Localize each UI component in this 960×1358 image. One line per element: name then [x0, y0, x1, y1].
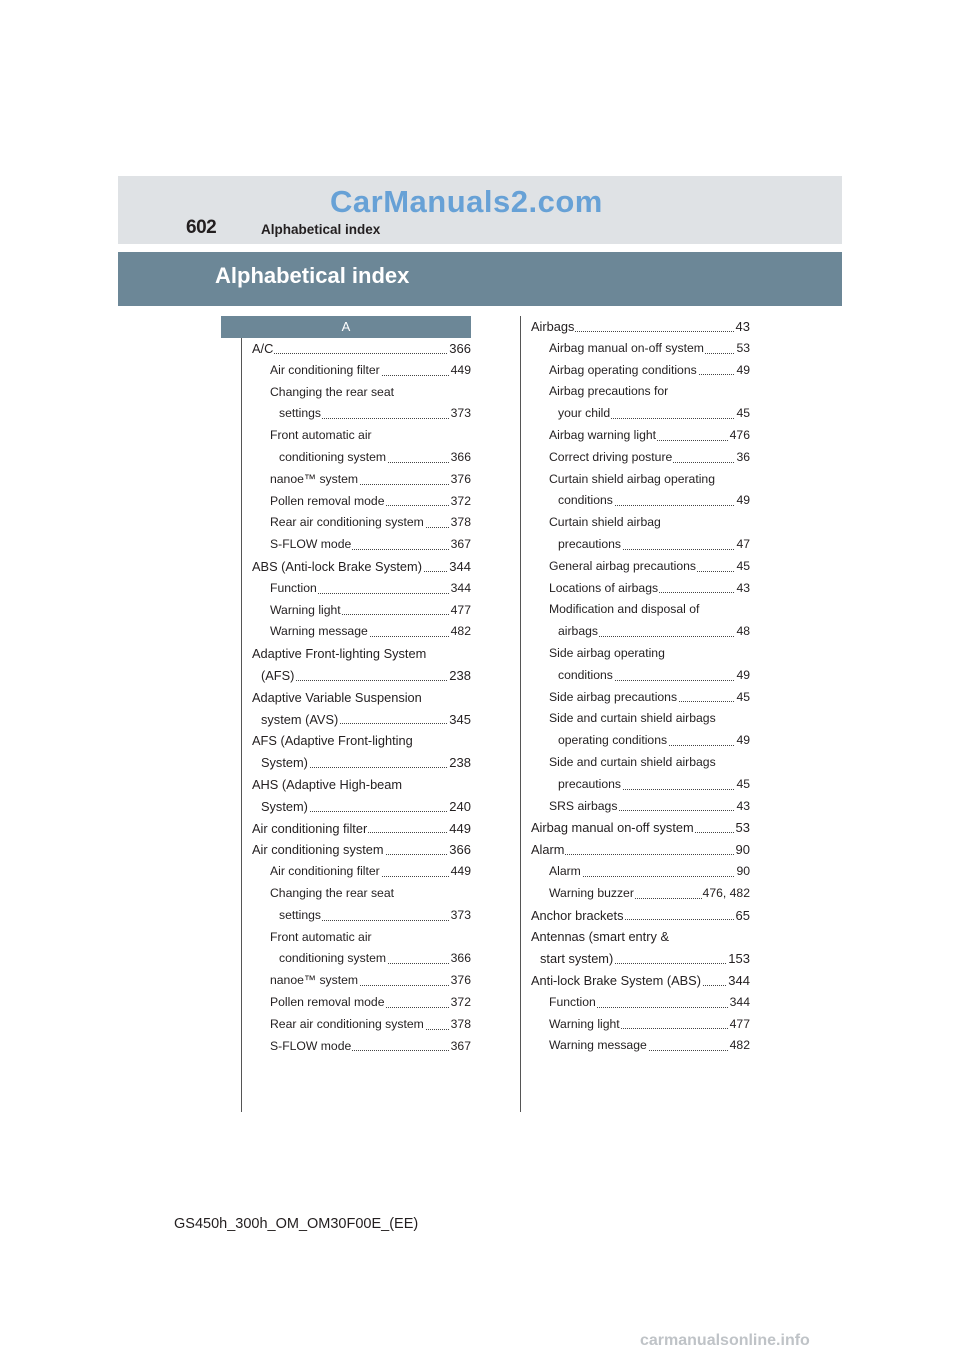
index-entry: [252, 730, 471, 752]
index-entry-text: Pollen removal mode: [270, 491, 385, 513]
index-entry-text: Side and curtain shield airbags: [549, 708, 717, 730]
index-entry: [531, 381, 750, 403]
index-entry-page: 367: [450, 1036, 471, 1058]
index-entry: [252, 425, 471, 447]
index-entry-text: airbags: [558, 621, 599, 643]
index-entry-page: 344: [729, 992, 750, 1014]
index-entry: [252, 338, 471, 360]
footer-watermark: carmanualsonline.info: [640, 1332, 810, 1349]
index-entry: [531, 708, 750, 730]
footer-code: GS450h_300h_OM_OM30F00E_(EE): [174, 1216, 419, 1232]
index-entry: [531, 512, 750, 534]
index-entry-text: conditions: [558, 665, 614, 687]
index-entry: [531, 730, 750, 752]
index-entry: [252, 905, 471, 927]
index-entry-page: 43: [735, 578, 750, 600]
index-entry: [531, 883, 750, 905]
index-entry-text: system (AVS): [261, 709, 339, 731]
index-entry: [531, 643, 750, 665]
index-column-left: [252, 338, 471, 1057]
index-entry: [252, 360, 471, 382]
index-entry: [531, 796, 750, 818]
index-entry-page: 43: [735, 316, 750, 338]
index-entry-page: 90: [735, 861, 750, 883]
index-entry-page: 45: [735, 687, 750, 709]
index-entry-text: Front automatic air: [270, 425, 373, 447]
index-entry-page: 367: [450, 534, 471, 556]
index-entry: [531, 316, 750, 338]
index-entry-text: Curtain shield airbag operating: [549, 469, 716, 491]
index-entry-text: conditioning system: [279, 948, 387, 970]
index-entry-text: Function: [549, 992, 597, 1014]
index-entry-text: Antennas (smart entry &: [531, 926, 670, 948]
index-entry: [252, 447, 471, 469]
index-entry: [531, 992, 750, 1014]
index-entry: [252, 578, 471, 600]
index-entry-page: 238: [448, 752, 471, 774]
index-entry-page: 366: [448, 338, 471, 360]
index-entry: [531, 861, 750, 883]
index-entry: [531, 621, 750, 643]
index-entry-page: 238: [448, 665, 471, 687]
index-entry: [252, 600, 471, 622]
index-entry: [252, 556, 471, 578]
index-entry-page: 372: [450, 992, 471, 1014]
index-entry: [531, 774, 750, 796]
index-entry-text: Adaptive Variable Suspension: [252, 687, 423, 709]
index-entry: [252, 534, 471, 556]
index-entry: [252, 1036, 471, 1058]
index-entry-page: 476, 482: [702, 883, 750, 905]
index-entry: [531, 599, 750, 621]
section-title: Alphabetical index: [215, 263, 410, 288]
index-entry-page: 45: [735, 774, 750, 796]
index-entry: [252, 491, 471, 513]
index-entry-text: SRS airbags: [549, 796, 618, 818]
index-entry-text: Changing the rear seat: [270, 883, 395, 905]
index-entry-text: Warning message: [270, 621, 369, 643]
index-entry-text: Airbag manual on-off system: [531, 817, 695, 839]
index-entry-text: your child: [558, 403, 611, 425]
index-entry: [531, 425, 750, 447]
index-entry: [252, 796, 471, 818]
index-entry-page: 53: [735, 817, 750, 839]
index-entry-text: Warning message: [549, 1035, 648, 1057]
index-entry-text: A/C: [252, 338, 274, 360]
index-column-right: [531, 316, 750, 1057]
index-entry-text: Anchor brackets: [531, 905, 624, 927]
index-entry-text: System): [261, 752, 309, 774]
index-entry: [252, 382, 471, 404]
index-entry-page: 449: [450, 861, 471, 883]
index-entry-text: Airbag manual on-off system: [549, 338, 705, 360]
index-entry-page: 49: [735, 360, 750, 382]
index-entry-text: Adaptive Front-lighting System: [252, 643, 427, 665]
index-entry: [252, 621, 471, 643]
index-entry: [531, 338, 750, 360]
index-entry: [531, 360, 750, 382]
index-entry-text: S-FLOW mode: [270, 534, 352, 556]
index-entry: [531, 948, 750, 970]
index-entry-page: 53: [735, 338, 750, 360]
index-entry-text: Curtain shield airbag: [549, 512, 662, 534]
index-entry-page: 43: [735, 796, 750, 818]
index-entry-page: 449: [448, 818, 471, 840]
index-entry-page: 476: [729, 425, 750, 447]
index-entry-text: Alarm: [531, 839, 565, 861]
index-entry-text: Rear air conditioning system: [270, 512, 425, 534]
index-entry-page: 49: [735, 665, 750, 687]
index-entry-text: Front automatic air: [270, 927, 373, 949]
index-entry-text: Modification and disposal of: [549, 599, 700, 621]
index-entry-text: Function: [270, 578, 318, 600]
index-entry-text: nanoe™ system: [270, 970, 359, 992]
index-entry-text: Air conditioning filter: [270, 360, 381, 382]
index-entry-page: 482: [450, 621, 471, 643]
index-entry: [531, 556, 750, 578]
page-number: 602: [186, 217, 217, 238]
index-entry-text: (AFS): [261, 665, 295, 687]
index-entry-text: settings: [279, 403, 322, 425]
index-entry-page: 48: [735, 621, 750, 643]
index-entry-text: settings: [279, 905, 322, 927]
index-entry: [531, 817, 750, 839]
index-entry-text: S-FLOW mode: [270, 1036, 352, 1058]
index-entry-page: 376: [450, 469, 471, 491]
index-entry-text: operating conditions: [558, 730, 668, 752]
index-entry: [252, 469, 471, 491]
index-entry-text: Side airbag operating: [549, 643, 666, 665]
index-entry: [531, 403, 750, 425]
index-entry-page: 376: [450, 970, 471, 992]
index-entry: [252, 643, 471, 665]
index-entry: [252, 883, 471, 905]
index-entry: [252, 992, 471, 1014]
index-entry-page: 240: [448, 796, 471, 818]
index-entry-text: precautions: [558, 774, 622, 796]
running-header-title: Alphabetical index: [261, 222, 381, 237]
index-entry-text: System): [261, 796, 309, 818]
index-entry: [252, 687, 471, 709]
index-entry-text: Warning light: [270, 600, 342, 622]
index-entry-text: AHS (Adaptive High-beam: [252, 774, 403, 796]
index-entry: [531, 665, 750, 687]
index-entry: [531, 970, 750, 992]
index-entry: [252, 752, 471, 774]
index-entry: [531, 1014, 750, 1036]
index-entry-text: Correct driving posture: [549, 447, 673, 469]
index-entry-text: Air conditioning system: [252, 839, 385, 861]
index-entry-text: Airbag precautions for: [549, 381, 669, 403]
index-entry-page: 482: [729, 1035, 750, 1057]
index-entry-page: 378: [450, 1014, 471, 1036]
index-entry-page: 373: [450, 403, 471, 425]
index-entry: [531, 578, 750, 600]
index-entry: [252, 861, 471, 883]
index-entry-page: 153: [727, 948, 750, 970]
index-entry-text: Side and curtain shield airbags: [549, 752, 717, 774]
index-entry-text: AFS (Adaptive Front-lighting: [252, 730, 414, 752]
index-entry-text: ABS (Anti-lock Brake System): [252, 556, 423, 578]
index-entry-text: Changing the rear seat: [270, 382, 395, 404]
index-entry-page: 90: [735, 839, 750, 861]
index-entry-page: 477: [450, 600, 471, 622]
index-entry-page: 366: [450, 447, 471, 469]
dot-leader: [252, 353, 471, 354]
index-entry: [252, 709, 471, 731]
index-entry: [531, 447, 750, 469]
index-entry-page: 449: [450, 360, 471, 382]
index-entry-text: conditions: [558, 490, 614, 512]
index-entry: [531, 752, 750, 774]
index-entry-text: Air conditioning filter: [252, 818, 368, 840]
index-entry: [252, 970, 471, 992]
index-entry-text: conditioning system: [279, 447, 387, 469]
index-entry-page: 378: [450, 512, 471, 534]
index-entry: [531, 839, 750, 861]
index-entry-page: 366: [448, 839, 471, 861]
index-entry-text: Airbag warning light: [549, 425, 657, 447]
index-entry-text: Side airbag precautions: [549, 687, 678, 709]
index-entry-text: Rear air conditioning system: [270, 1014, 425, 1036]
index-entry-page: 49: [735, 730, 750, 752]
index-entry-text: Warning buzzer: [549, 883, 635, 905]
index-entry: [252, 665, 471, 687]
index-entry: [531, 905, 750, 927]
index-entry: [531, 490, 750, 512]
index-entry-text: Anti-lock Brake System (ABS): [531, 970, 702, 992]
column-divider-left: [241, 316, 242, 1112]
index-entry: [531, 926, 750, 948]
index-entry-page: 366: [450, 948, 471, 970]
watermark-logo: CarManuals2.com: [330, 184, 603, 219]
index-entry-text: Airbags: [531, 316, 575, 338]
index-entry-text: start system): [540, 948, 614, 970]
index-entry: [252, 403, 471, 425]
index-entry-text: General airbag precautions: [549, 556, 697, 578]
index-entry-text: Alarm: [549, 861, 582, 883]
index-entry: [531, 469, 750, 491]
index-entry: [252, 927, 471, 949]
index-entry-page: 477: [729, 1014, 750, 1036]
index-entry: [252, 1014, 471, 1036]
index-entry-page: 45: [735, 403, 750, 425]
index-entry-text: Airbag operating conditions: [549, 360, 698, 382]
letter-heading: A: [221, 316, 471, 338]
index-entry-page: 36: [735, 447, 750, 469]
index-entry: [531, 534, 750, 556]
index-entry-page: 344: [727, 970, 750, 992]
index-entry-page: 373: [450, 905, 471, 927]
index-entry-page: 45: [735, 556, 750, 578]
index-entry: [252, 948, 471, 970]
index-entry-page: 344: [448, 556, 471, 578]
index-entry: [252, 512, 471, 534]
index-entry: [252, 818, 471, 840]
index-entry-text: Pollen removal mode: [270, 992, 385, 1014]
index-entry: [531, 687, 750, 709]
column-divider-right: [520, 316, 521, 1112]
index-entry-text: nanoe™ system: [270, 469, 359, 491]
index-entry-page: 47: [735, 534, 750, 556]
index-entry-text: precautions: [558, 534, 622, 556]
index-entry-page: 65: [735, 905, 750, 927]
index-entry-page: 49: [735, 490, 750, 512]
index-entry-text: Warning light: [549, 1014, 621, 1036]
index-entry: [531, 1035, 750, 1057]
index-entry-page: 345: [448, 709, 471, 731]
index-entry-text: Air conditioning filter: [270, 861, 381, 883]
index-entry: [252, 774, 471, 796]
index-entry-text: Locations of airbags: [549, 578, 659, 600]
index-entry-page: 344: [450, 578, 471, 600]
index-entry-page: 372: [450, 491, 471, 513]
index-entry: [252, 839, 471, 861]
